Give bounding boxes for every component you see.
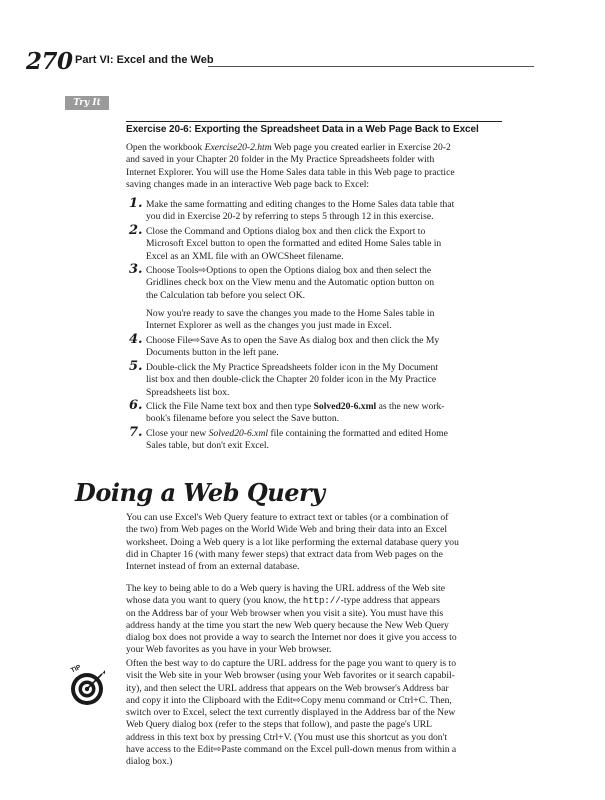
tip-label: TIP xyxy=(69,663,83,675)
step-text-start: Close your new xyxy=(146,428,209,439)
try-it-badge: Try It xyxy=(65,96,109,110)
step-number: 5. xyxy=(129,359,143,374)
step-text xyxy=(146,401,508,426)
exercise-rule xyxy=(126,121,502,122)
exercise-intro xyxy=(126,142,506,191)
step-number: 6. xyxy=(129,398,143,413)
step-text-start: Click the File Name text box and then type xyxy=(146,401,314,412)
paragraph-text-end: -type address that appears on the Address bar of your Web browser when you visit a site). You must have this address handy at the time you start the new Web query because the New Web Query dialog box does not provide a way to search the Internet nor does it give you access to your Web favorites as you have in your Web browser. xyxy=(126,595,457,656)
step-text xyxy=(146,428,508,453)
step-text: Close the Command and Options dialog box and then click the Export to Microsoft Excel button to open the formatted and edited Home Sales table in Excel as an XML file with an OWCSheet filename. xyxy=(146,226,442,262)
step-number: 3. xyxy=(129,262,143,277)
intro-filename: Exercise20-2.htm xyxy=(204,142,272,153)
tip-paragraph: Often the best way to do capture the URL address for the page you want to query is to visit the Web site in your Web browser (using your Web favorites or it search capabil- ity), and then select the URL address that appears on the Web browser's Address bar and copy it into the Clipboard with the Edit⇨Copy menu command or Ctrl+C. Then, switch over to Excel, select the text currently displayed in the Address bar of the New Web Query dialog box (refer to the steps that follow), and paste the page's URL address in this text box by pressing Ctrl+V. (You must use this shortcut as you don't have access to the Edit⇨Paste command on the Excel pull-down menus from within a dialog box.) xyxy=(126,658,457,768)
file-name: Solved20-6.xml xyxy=(208,428,269,439)
page-number: 270 xyxy=(26,48,73,75)
step-number: 2. xyxy=(129,223,143,238)
section-heading: Doing a Web Query xyxy=(75,478,325,507)
step-text: Choose File⇨Save As to open the Save As dialog box and then click the My Documents button in the left pane. xyxy=(146,335,440,359)
step-number: 7. xyxy=(129,425,143,440)
step-text-end: as the new work- book's filename before you select the Save button. xyxy=(146,401,445,425)
tip-target-icon xyxy=(64,660,106,708)
step-text: Choose Tools⇨Options to open the Options dialog box and then select the Gridlines check box on the View menu and the Automatic option button on the Calculation tab before you select OK. xyxy=(146,265,435,301)
step-note: Now you're ready to save the changes you made to the Home Sales table in Internet Explorer as well as the changes you just made in Excel. xyxy=(146,308,435,332)
url-prefix-code: http:// xyxy=(302,596,341,607)
body-paragraph-1: You can use Excel's Web Query feature to extract text or tables (or a combination of the two) from Web pages on the World Wide Web and bring their data into an Excel worksheet. Doing a Web query is a lot like performing the external database query you did in Chapter 16 (with many fewer steps) that extract data from Web pages on the Internet instead of from an external database. xyxy=(126,512,459,573)
step-text-end: file containing the formatted and edited Home Sales table, but don't exit Excel. xyxy=(146,428,448,452)
typed-filename: Solved20-6.xml xyxy=(313,401,377,412)
part-label: Part VI: Excel and the Web xyxy=(75,54,214,66)
intro-text-end: Web page you created earlier in Exercise 20-2 and saved in your Chapter 20 folder in the My Practice Spreadsheets folder with Internet Explorer. You will use the Home Sales data table in this Web page to practice saving changes made in an interactive Web page back to Excel: xyxy=(126,142,455,190)
step-number: 1. xyxy=(129,196,143,211)
header-rule xyxy=(208,66,534,67)
step-number: 4. xyxy=(129,332,143,347)
exercise-title: Exercise 20-6: Exporting the Spreadsheet Data in a Web Page Back to Excel xyxy=(126,124,479,135)
step-text: Double-click the My Practice Spreadsheets folder icon in the My Document list box and then double-click the Chapter 20 folder icon in the My Practice Spreadsheets list box. xyxy=(146,362,438,398)
intro-text: Open the workbook xyxy=(126,142,205,153)
body-paragraph-2 xyxy=(126,583,506,657)
step-text: Make the same formatting and editing changes to the Home Sales data table that you did in Exercise 20-2 by referring to steps 5 through 12 in this exercise. xyxy=(146,199,455,223)
paragraph-text: The key to being able to do a Web query is having the URL address of the Web site whose data you want to query (you know, the xyxy=(126,583,446,607)
